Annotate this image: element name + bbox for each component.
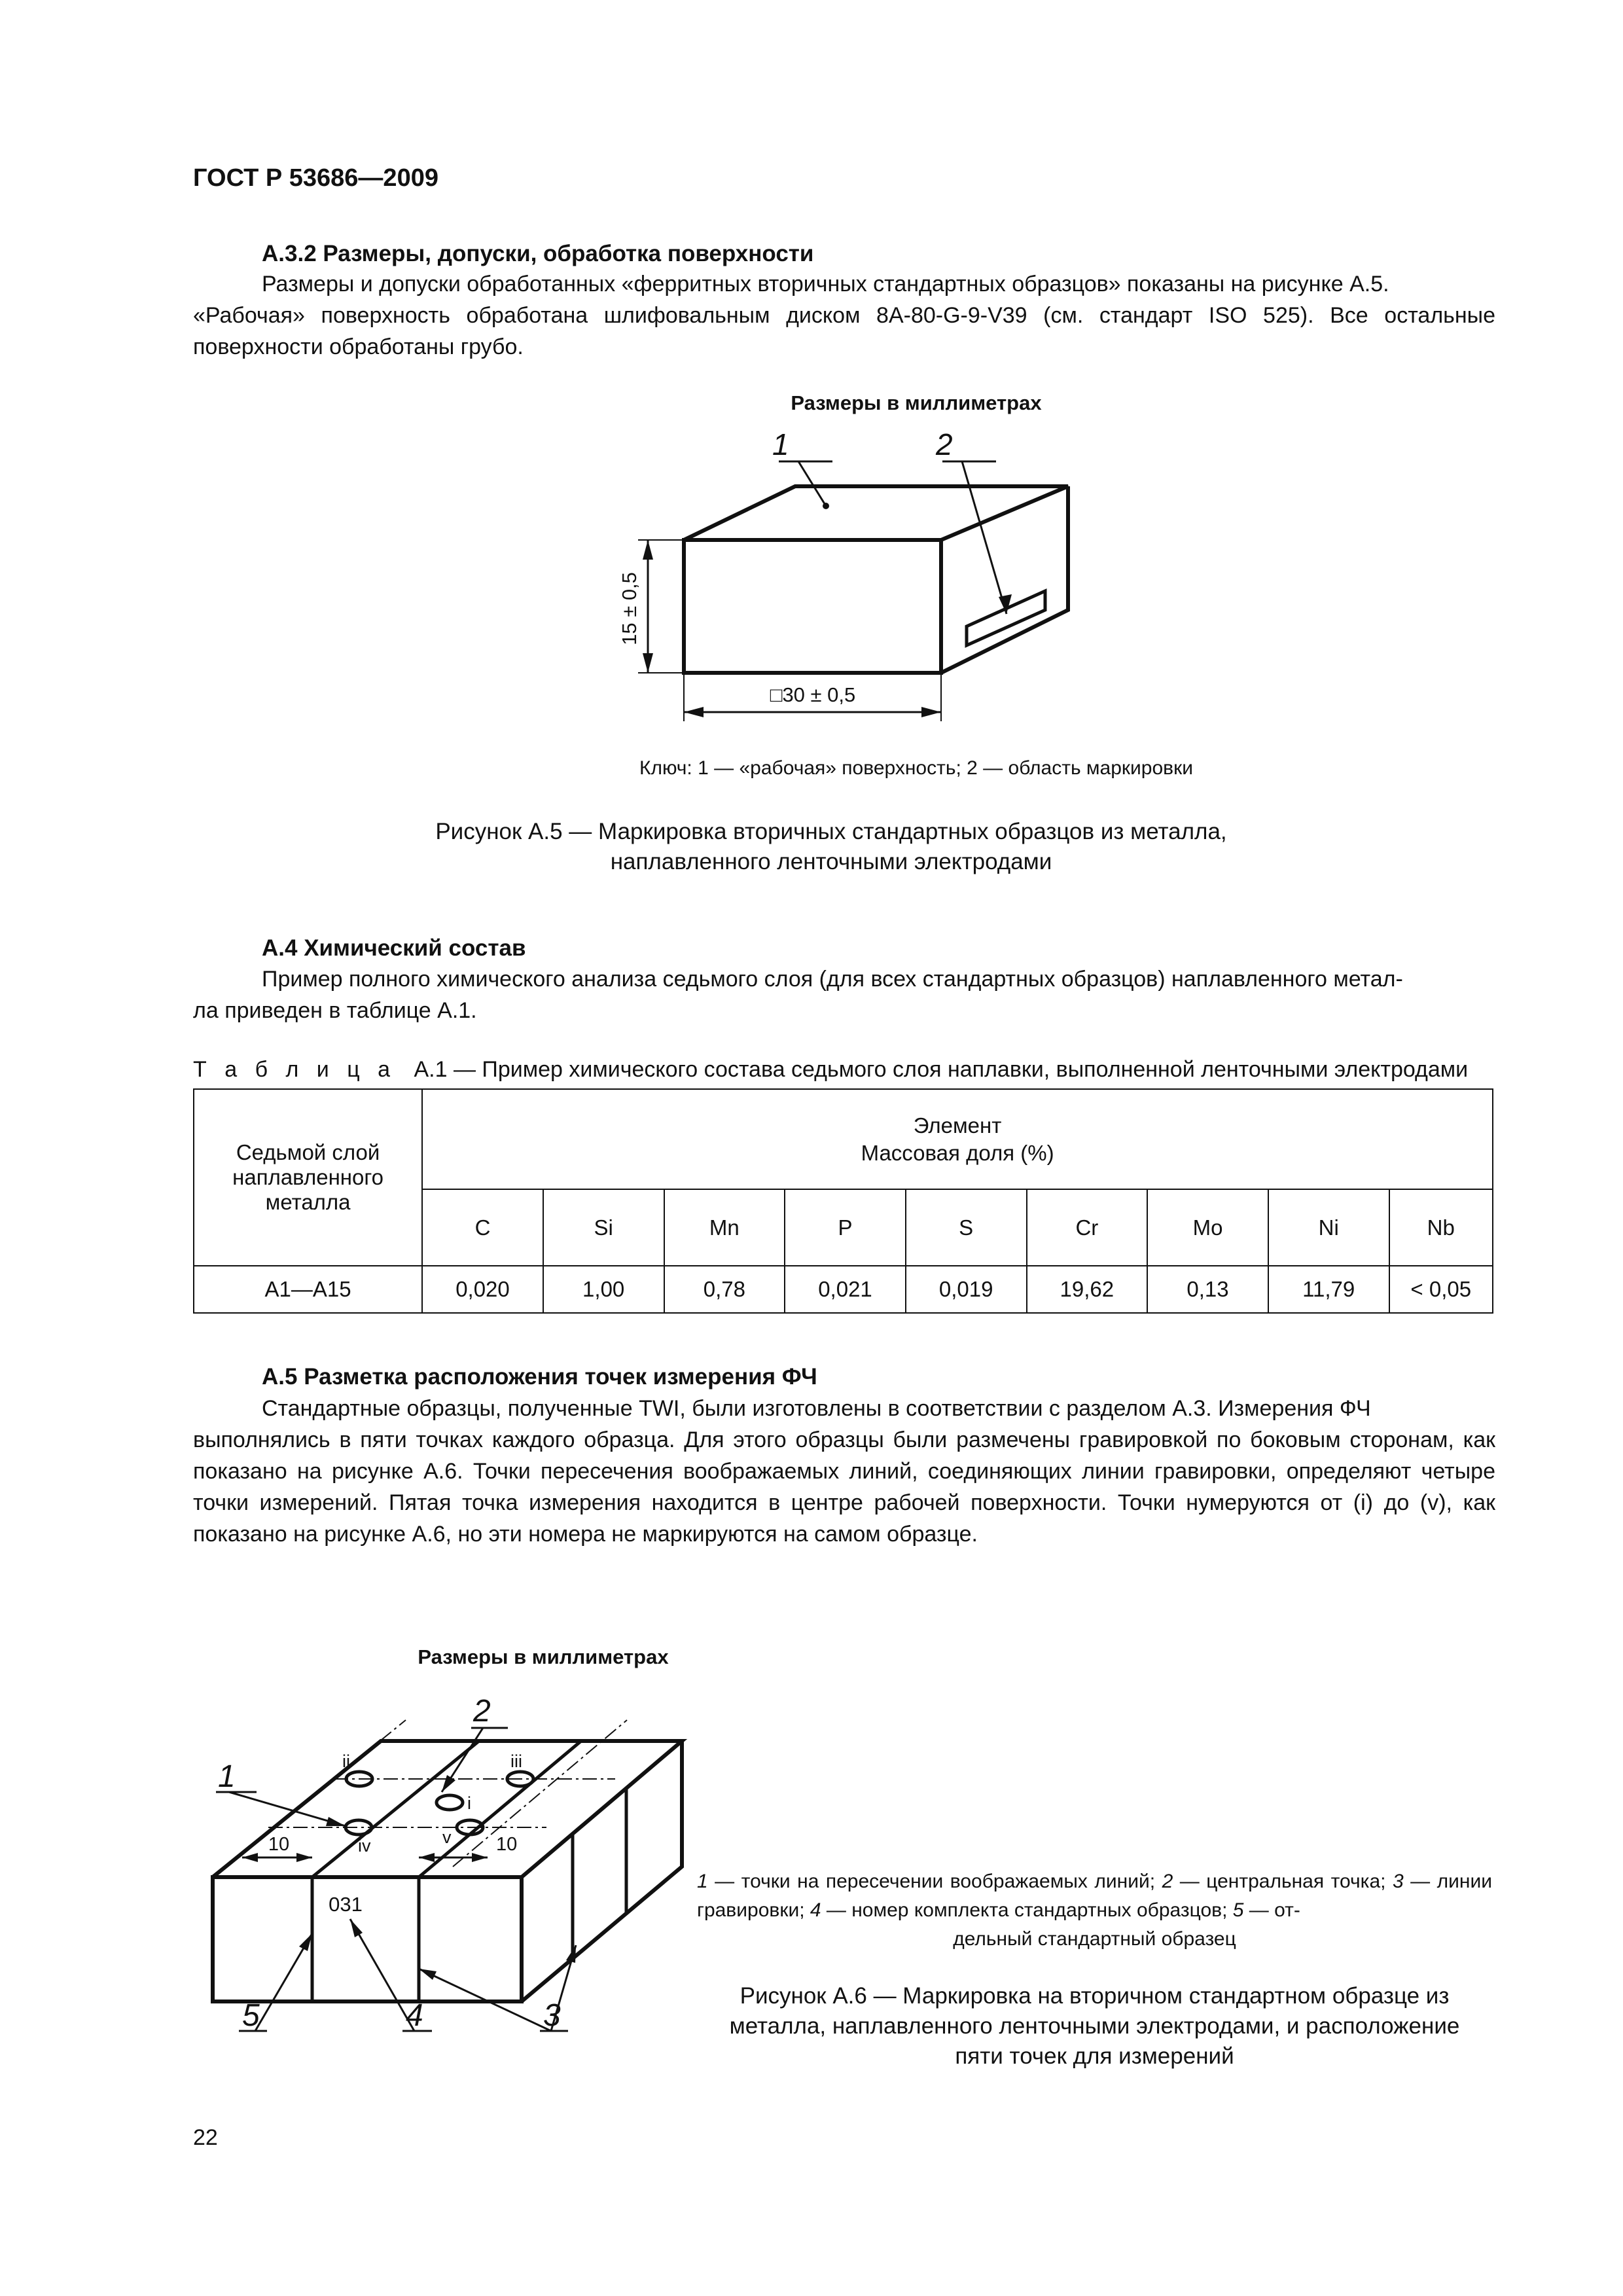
fig6-label-5: 5 — [242, 1998, 260, 2033]
paragraph-rest: выполнялись в пяти точках каждого образца. Для этого образцы были размечены гравировкой по боковым сторонам, как показано на рисунке А.6. Точки пересечения воображаемых линий, соединяющих линии гравировки, определяют четыре точки измерений. Пятая точка измерения находится в центре рабочей поверхности. Точки нумеруются от (i) до (v), как показано на рисунке А.6, но эти номера не маркируются на самом образце. — [193, 1427, 1495, 1547]
cell: 0,13 — [1147, 1266, 1268, 1313]
table-a1 — [193, 1088, 1493, 1314]
section-a5-paragraph — [193, 1393, 1495, 1550]
col-header: S — [906, 1189, 1027, 1266]
caption-line-1: Рисунок А.5 — Маркировка вторичных стандартных образцов из металла, — [435, 819, 1227, 844]
figure-a5-drawing — [602, 419, 1126, 746]
dim-left-label: 10 — [268, 1834, 290, 1855]
block-front-face — [213, 1877, 522, 2001]
col-header: P — [785, 1189, 906, 1266]
col-header: Mo — [1147, 1189, 1268, 1266]
col-header: C — [422, 1189, 543, 1266]
fig5-dim-width: □30 ± 0,5 — [770, 683, 856, 706]
fig6-label-1: 1 — [218, 1759, 236, 1794]
table-row — [194, 1266, 1493, 1313]
figure-a5-dims-title: Размеры в миллиметрах — [791, 391, 1042, 414]
paragraph-first-line: Размеры и допуски обработанных «ферритных вторичных стандартных образцов» показаны на рисунке А.5. — [262, 272, 1389, 296]
section-a32-paragraph — [193, 268, 1495, 363]
paragraph-first-line: Пример полного химического анализа седьмого слоя (для всех стандартных образцов) наплавленного метал- — [262, 967, 1403, 992]
row-header-cell: Седьмой слой наплавленного металла — [194, 1089, 422, 1266]
leader-1-line — [798, 461, 826, 506]
paragraph-first-line: Стандартные образцы, полученные TWI, были изготовлены в соответствии с разделом А.3. Измерения ФЧ — [262, 1396, 1371, 1421]
figure-a6-dims-title: Размеры в миллиметрах — [418, 1645, 669, 1668]
col-header: Mn — [664, 1189, 785, 1266]
label-pt-iv: iv — [358, 1836, 371, 1856]
label-pt-ii: ii — [342, 1751, 350, 1771]
col-header: Si — [543, 1189, 664, 1266]
figure-a6-key-last-line: дельный стандартный образец — [953, 1928, 1236, 1950]
cell: 19,62 — [1027, 1266, 1148, 1313]
table-a1-title — [193, 1054, 1468, 1085]
caption-line-2: наплавленного ленточными электродами — [610, 849, 1052, 874]
leader-1-dot — [823, 503, 829, 509]
box-front-face — [684, 540, 941, 673]
figure-a5-key: Ключ: 1 — «рабочая» поверхность; 2 — область маркировки — [639, 757, 1193, 779]
fig6-label-4: 4 — [406, 1998, 423, 2033]
section-a32-heading: А.3.2 Размеры, допуски, обработка поверхности — [262, 241, 814, 266]
fig5-label-1: 1 — [772, 427, 789, 461]
cell: 1,00 — [543, 1266, 664, 1313]
paragraph-rest: «Рабочая» поверхность обработана шлифовальным диском 8А-80-G-9-V39 (см. стандарт ISO 525). Все остальные поверхности обработаны грубо. — [193, 303, 1495, 359]
cell: 0,020 — [422, 1266, 543, 1313]
label-pt-iii: iii — [510, 1751, 522, 1771]
col-header: Cr — [1027, 1189, 1148, 1266]
table-title-text: А.1 — Пример химического состава седьмого слоя наплавки, выполненной ленточными электродами — [414, 1057, 1469, 1082]
block-right-face — [522, 1741, 682, 2001]
figure-a5-caption — [262, 817, 1400, 877]
standard-header: ГОСТ Р 53686—2009 — [193, 164, 438, 192]
label-pt-i: i — [467, 1793, 471, 1813]
label-pt-v: v — [442, 1827, 452, 1847]
cell: 11,79 — [1268, 1266, 1389, 1313]
fig5-dim-height: 15 ± 0,5 — [618, 572, 641, 645]
dim-right-label: 10 — [496, 1834, 518, 1855]
row-label: A1—A15 — [194, 1266, 422, 1313]
section-a4-paragraph — [193, 963, 1495, 1026]
section-a5-heading: А.5 Разметка расположения точек измерения ФЧ — [262, 1364, 817, 1390]
figure-a6-caption: Рисунок А.6 — Маркировка на вторичном стандартном образце из металла, наплавленного ленточными электродами, и расположение пяти точек для измерений — [729, 1983, 1460, 2069]
set-number: 031 — [329, 1893, 363, 1916]
col-header: Ni — [1268, 1189, 1389, 1266]
col-header: Nb — [1389, 1189, 1493, 1266]
page-number: 22 — [193, 2125, 218, 2150]
paragraph-rest: ла приведен в таблице А.1. — [193, 998, 477, 1023]
box-top-face — [684, 486, 1068, 540]
table-label: Т а б л и ц а — [193, 1057, 397, 1082]
section-a4-heading: А.4 Химический состав — [262, 935, 526, 961]
fig6-label-2: 2 — [473, 1694, 491, 1729]
leader-4-line — [350, 1919, 414, 2031]
cell: 0,019 — [906, 1266, 1027, 1313]
point-i — [437, 1795, 463, 1810]
figure-a6-key: 1 — точки на пересечении воображаемых линий; 2 — центральная точка; 3 — линии гравировки; 4 — номер комплекта стандартных образцов; 5 — от- — [697, 1871, 1492, 1921]
fig6-label-3: 3 — [543, 1998, 561, 2033]
group-header-cell: Элемент Массовая доля (%) — [422, 1089, 1493, 1189]
leader-2-line — [962, 461, 1007, 614]
cell: 0,78 — [664, 1266, 785, 1313]
cell: < 0,05 — [1389, 1266, 1493, 1313]
cell: 0,021 — [785, 1266, 906, 1313]
fig5-label-2: 2 — [936, 427, 953, 461]
figure-a6-drawing — [190, 1676, 733, 2042]
